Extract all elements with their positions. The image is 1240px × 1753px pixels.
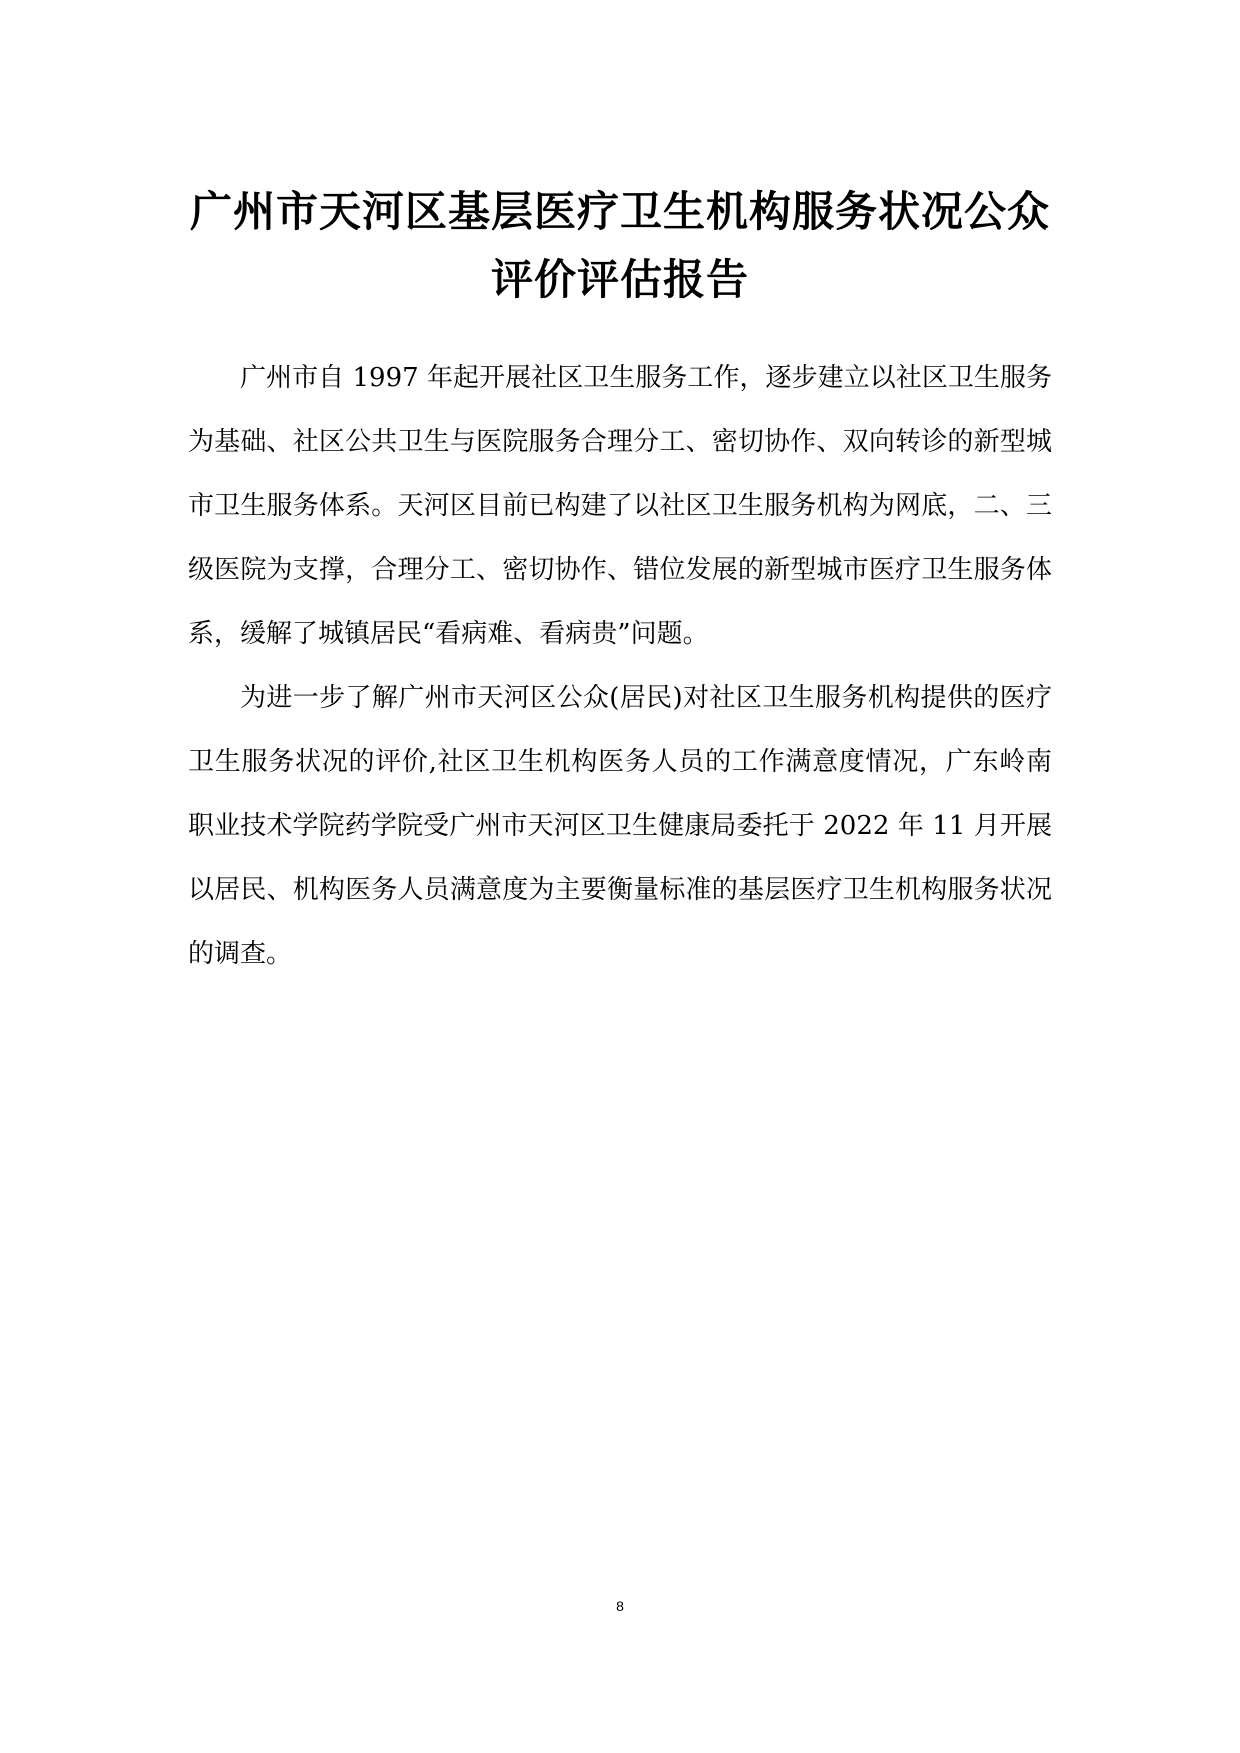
report-title-line-1: 广州市天河区基层医疗卫生机构服务状况公众 (189, 187, 1050, 237)
report-title-line-2: 评价评估报告 (490, 255, 749, 305)
report-title (150, 178, 1090, 314)
survey-paragraph: 为进一步了解广州市天河区公众(居民)对社区卫生服务机构提供的医疗卫生服务状况的评价,社区卫生机构医务人员的工作满意度情况，广东岭南职业技术学院药学院受广州市天河区卫生健康局委托于 2022 年 11 月开展以居民、机构医务人员满意度为主要衡量标准的基层医疗卫生机构服务状况的调查。 (188, 683, 1052, 969)
report-body (188, 346, 1052, 986)
page-number: 8 (616, 1598, 624, 1614)
intro-paragraph: 广州市自 1997 年起开展社区卫生服务工作，逐步建立以社区卫生服务为基础、社区公共卫生与医院服务合理分工、密切协作、双向转诊的新型城市卫生服务体系。天河区目前已构建了以社区卫生服务机构为网底，二、三级医院为支撑，合理分工、密切协作、错位发展的新型城市医疗卫生服务体系，缓解了城镇居民“看病难、看病贵”问题。 (188, 363, 1052, 649)
